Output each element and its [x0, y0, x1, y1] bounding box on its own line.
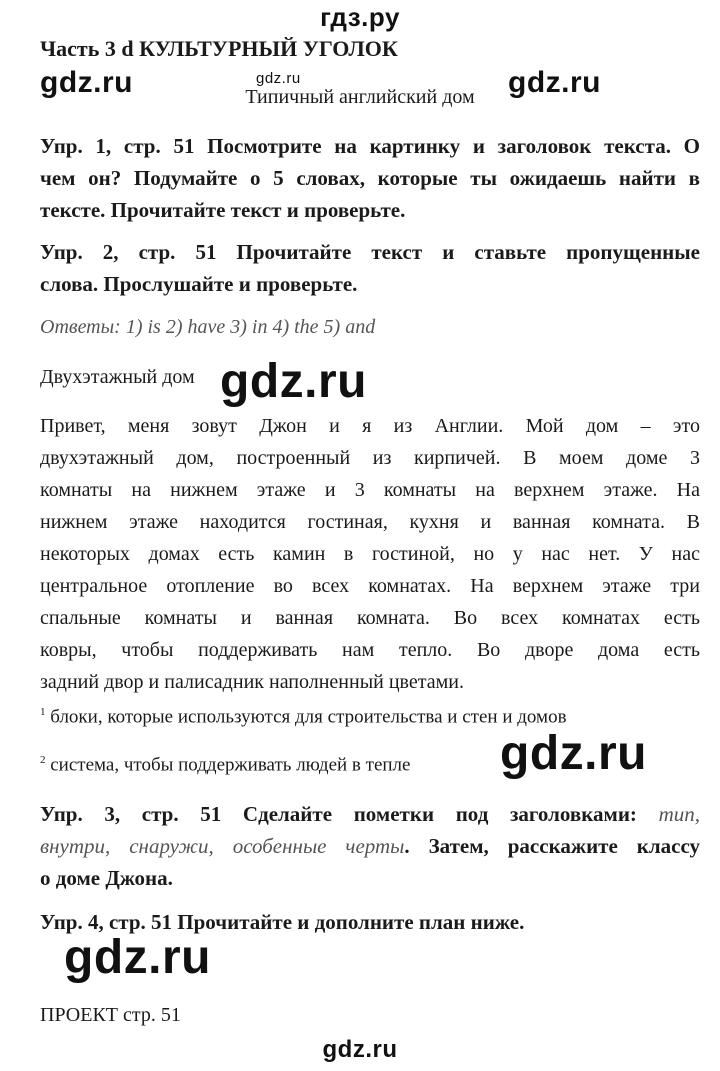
footnote-1-mark: 1 — [40, 706, 46, 718]
watermark-small: gdz.ru — [256, 70, 301, 87]
reading-text-line: ковры, чтобы поддерживать нам тепло. Во дворе дома есть — [40, 639, 700, 661]
exercise-3-bold: Упр. 3, стр. 51 Сделайте пометки под заголовками: — [40, 802, 637, 826]
exercise-1-line: чем он? Подумайте о 5 словах, которые ты ожидаешь найти в — [40, 166, 700, 190]
watermark-right: gdz.ru — [508, 66, 601, 99]
exercise-3-italic: внутри, снаружи, особенные черты — [40, 834, 405, 858]
reading-text-line: некоторых домах есть камин в гостиной, но у нас нет. У нас — [40, 543, 700, 565]
exercise-3-italic: тип, — [658, 802, 700, 826]
watermark-center: gdz.ru — [220, 355, 367, 408]
reading-text-title: Двухэтажный дом — [40, 366, 195, 388]
exercise-3-bold: . Затем, расскажите классу — [404, 834, 700, 858]
exercise-1-line: Упр. 1, стр. 51 Посмотрите на картинку и заголовок текста. О — [40, 134, 700, 158]
reading-text-line: комнаты на нижнем этаже и 3 комнаты на верхнем этаже. На — [40, 479, 700, 501]
chapter-title: Часть 3 d КУЛЬТУРНЫЙ УГОЛОК — [40, 36, 398, 61]
reading-text-line: спальные комнаты и ванная комната. Во всех комнатах есть — [40, 607, 700, 629]
footnote-2-mark: 2 — [40, 754, 46, 766]
footnote-1-text: блоки, которые используются для строительства и стен и домов — [50, 706, 567, 728]
exercise-2-answers: Ответы: 1) is 2) have 3) in 4) the 5) and — [40, 316, 376, 338]
watermark-bottom: gdz.ru — [64, 931, 211, 984]
exercise-2-line: слова. Прослушайте и проверьте. — [40, 272, 358, 296]
exercise-3-line: о доме Джона. — [40, 866, 173, 890]
reading-text-line: задний двор и палисадник наполненный цветами. — [40, 671, 464, 693]
exercise-2-line: Упр. 2, стр. 51 Прочитайте текст и ставьте пропущенные — [40, 240, 700, 264]
project-label: ПРОЕКТ стр. 51 — [40, 1004, 181, 1026]
reading-text — [40, 410, 700, 698]
exercise-2 — [40, 236, 700, 300]
site-header: гдз.ру — [320, 2, 400, 32]
footnote-1 — [40, 706, 567, 728]
footnote-2-text: система, чтобы поддерживать людей в тепле — [50, 754, 411, 776]
exercise-3-line — [40, 798, 700, 830]
exercise-1-line: тексте. Прочитайте текст и проверьте. — [40, 198, 406, 222]
reading-text-line: Привет, меня зовут Джон и я из Англии. Мой дом – это — [40, 415, 700, 437]
reading-text-line: двухэтажный дом, построенный из кирпичей. В моем доме 3 — [40, 447, 700, 469]
exercise-3 — [40, 798, 700, 894]
reading-text-line: центральное отопление во всех комнатах. На верхнем этаже три — [40, 575, 700, 597]
watermark-footer: gdz.ru — [322, 1036, 398, 1063]
watermark-footnote: gdz.ru — [500, 727, 647, 780]
exercise-4: Упр. 4, стр. 51 Прочитайте и дополните план ниже. — [40, 910, 525, 934]
reading-text-line: нижнем этаже находится гостиная, кухня и ванная комната. В — [40, 511, 700, 533]
watermark-left: gdz.ru — [40, 66, 133, 99]
exercise-1 — [40, 130, 700, 226]
footnote-2 — [40, 754, 410, 776]
text-subtitle: Типичный английский дом — [245, 86, 475, 108]
exercise-3-line — [40, 830, 700, 862]
